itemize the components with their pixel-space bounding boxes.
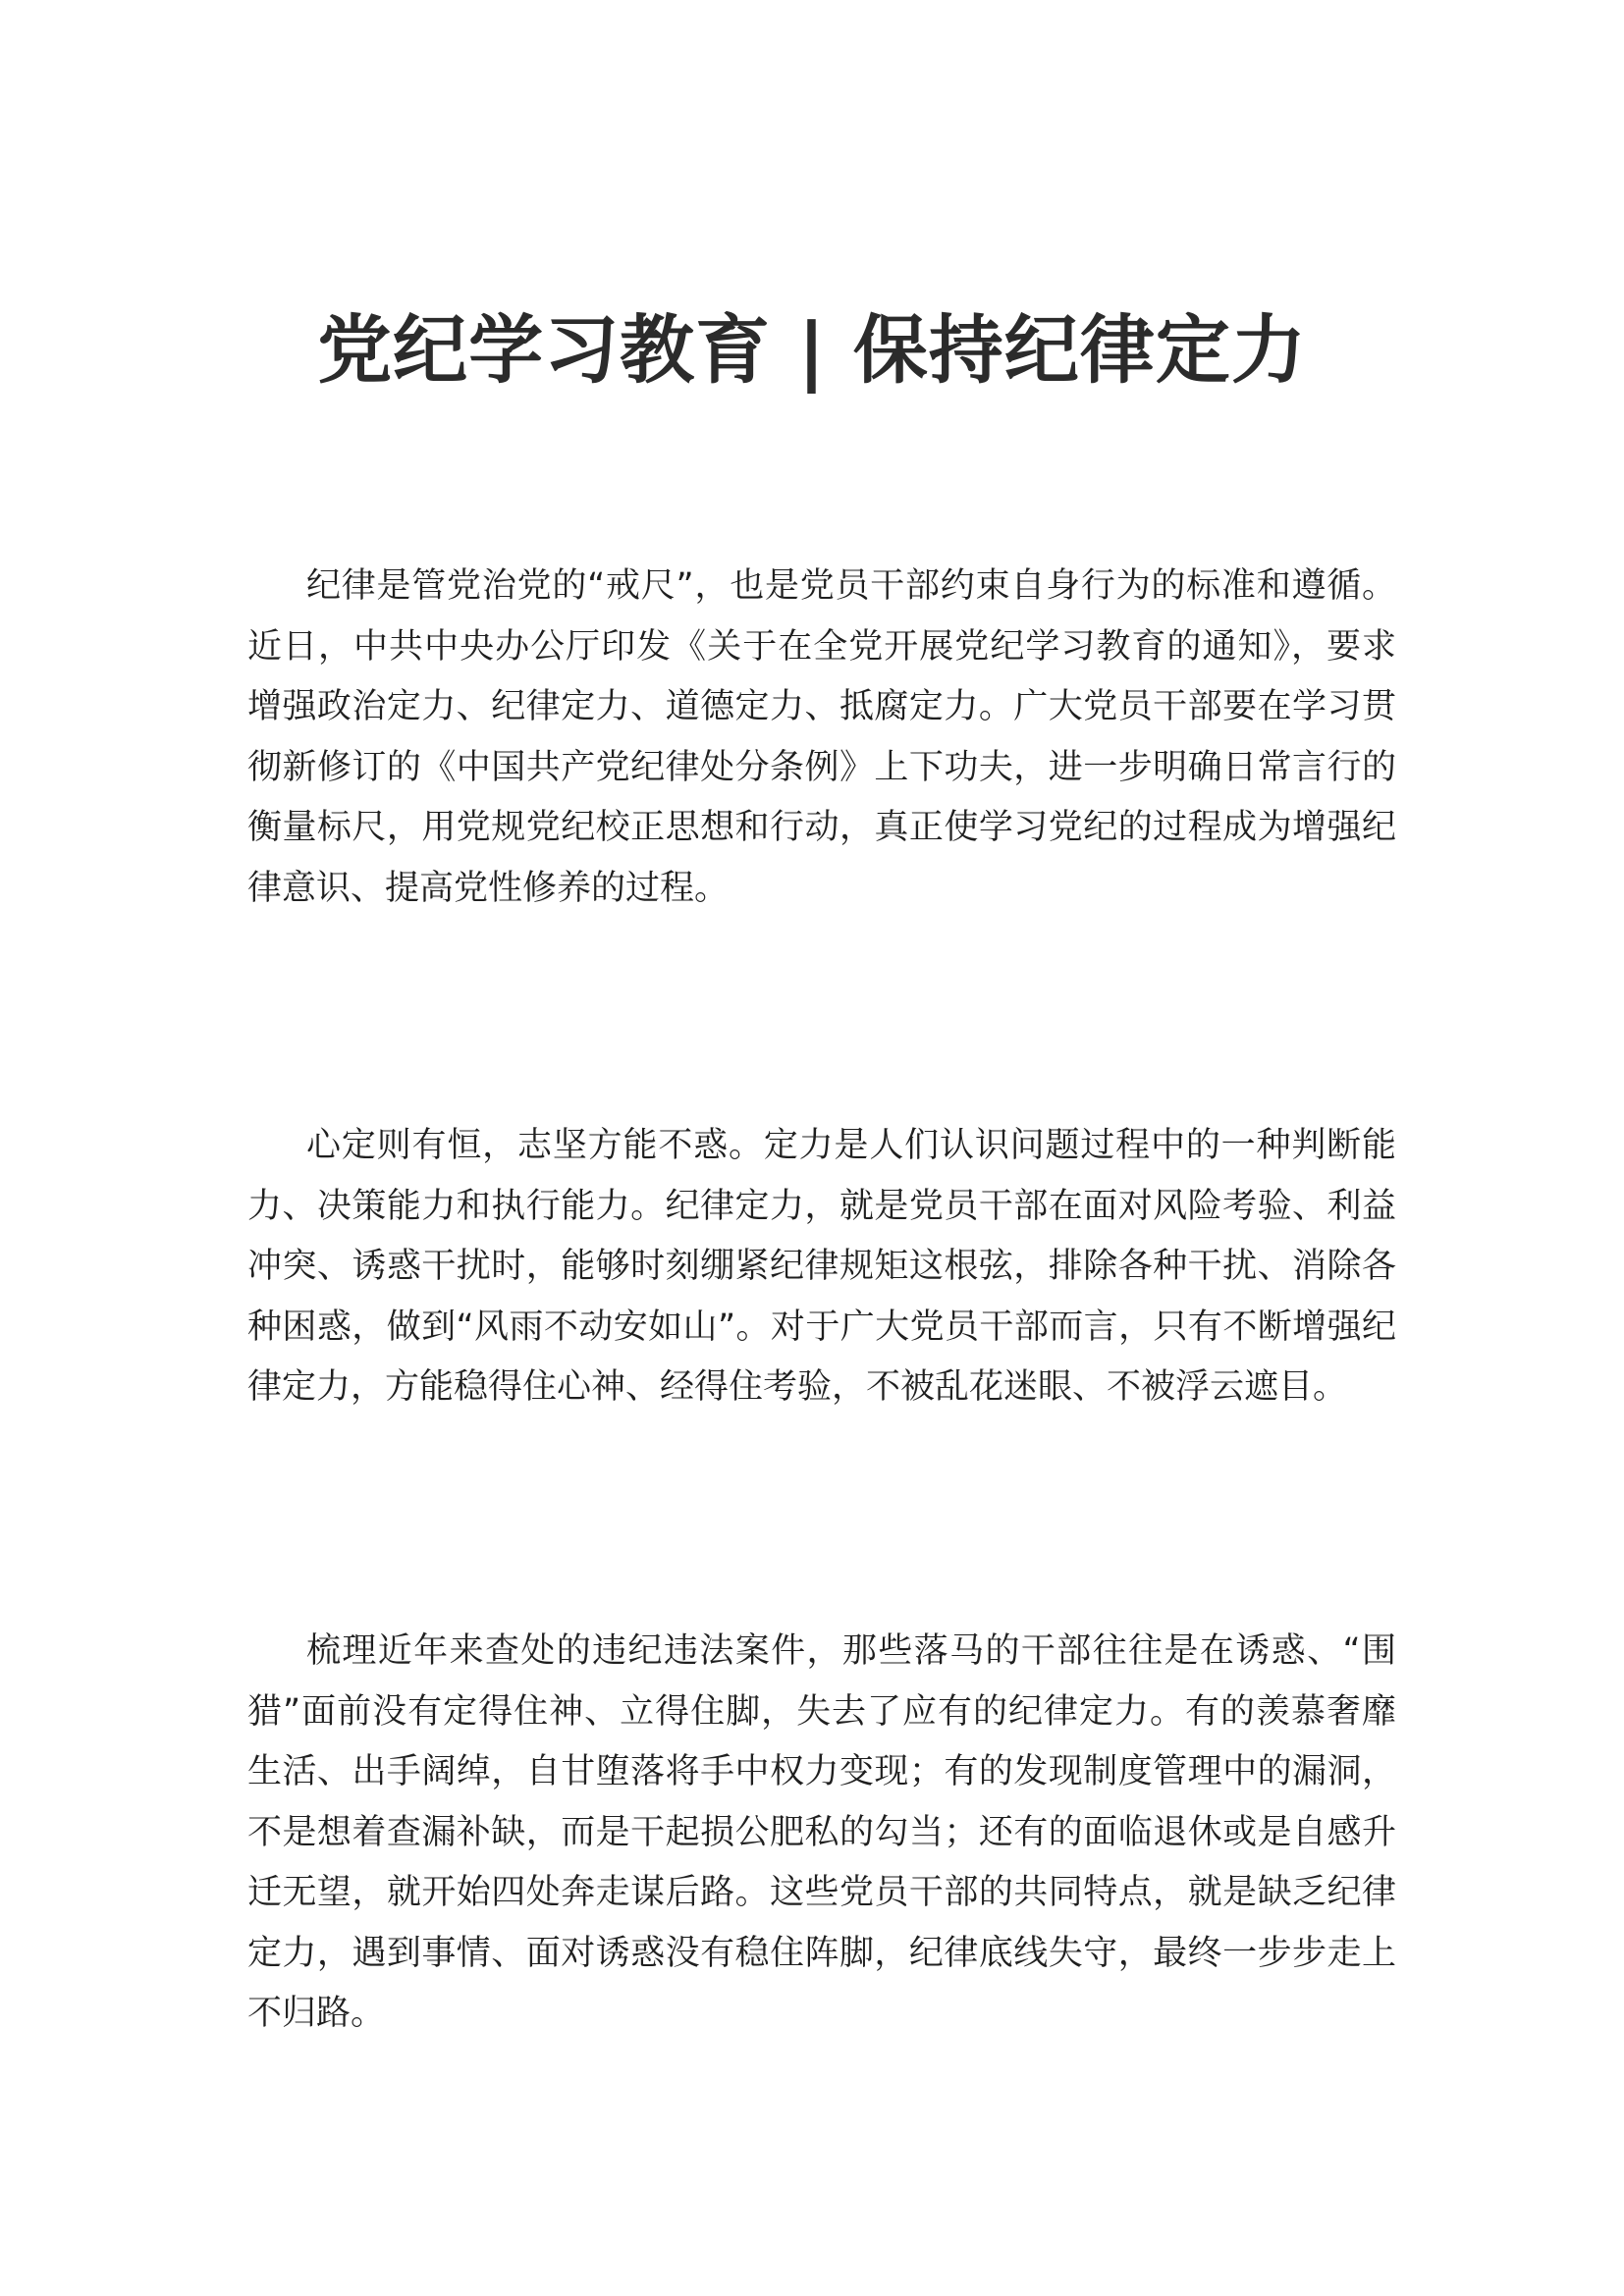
paragraph-2: 心定则有恒，志坚方能不惑。定力是人们认识问题过程中的一种判断能力、决策能力和执行能力。纪律定力，就是党员干部在面对风险考验、利益冲突、诱惑干扰时，能够时刻绷紧纪律规矩这根弦，排除各种干扰、消除各种困惑，做到“风雨不动安如山”。对于广大党员干部而言，只有不断增强纪律定力，方能稳得住心神、经得住考验，不被乱花迷眼、不被浮云遮目。 bbox=[247, 1126, 1396, 1407]
paragraph-3: 梳理近年来查处的违纪违法案件，那些落马的干部往往是在诱惑、“围猎”面前没有定得住神、立得住脚，失去了应有的纪律定力。有的羡慕奢靡生活、出手阔绰，自甘堕落将手中权力变现；有的发现制度管理中的漏洞，不是想着查漏补缺，而是干起损公肥私的勾当；还有的面临退休或是自感升迁无望，就开始四处奔走谋后路。这些党员干部的共同特点，就是缺乏纪律定力，遇到事情、面对诱惑没有稳住阵脚，纪律底线失守，最终一步步走上不归路。 bbox=[247, 1631, 1396, 2033]
page-title: 党纪学习教育 | 保持纪律定力 bbox=[317, 305, 1307, 394]
paragraph-1: 纪律是管党治党的“戒尺”，也是党员干部约束自身行为的标准和遵循。近日，中共中央办公厅印发《关于在全党开展党纪学习教育的通知》，要求增强政治定力、纪律定力、道德定力、抵腐定力。广大党员干部要在学习贯彻新修订的《中国共产党纪律处分条例》上下功夫，进一步明确日常言行的衡量标尺，用党规党纪校正思想和行动，真正使学习党纪的过程成为增强纪律意识、提高党性修养的过程。 bbox=[247, 566, 1396, 908]
